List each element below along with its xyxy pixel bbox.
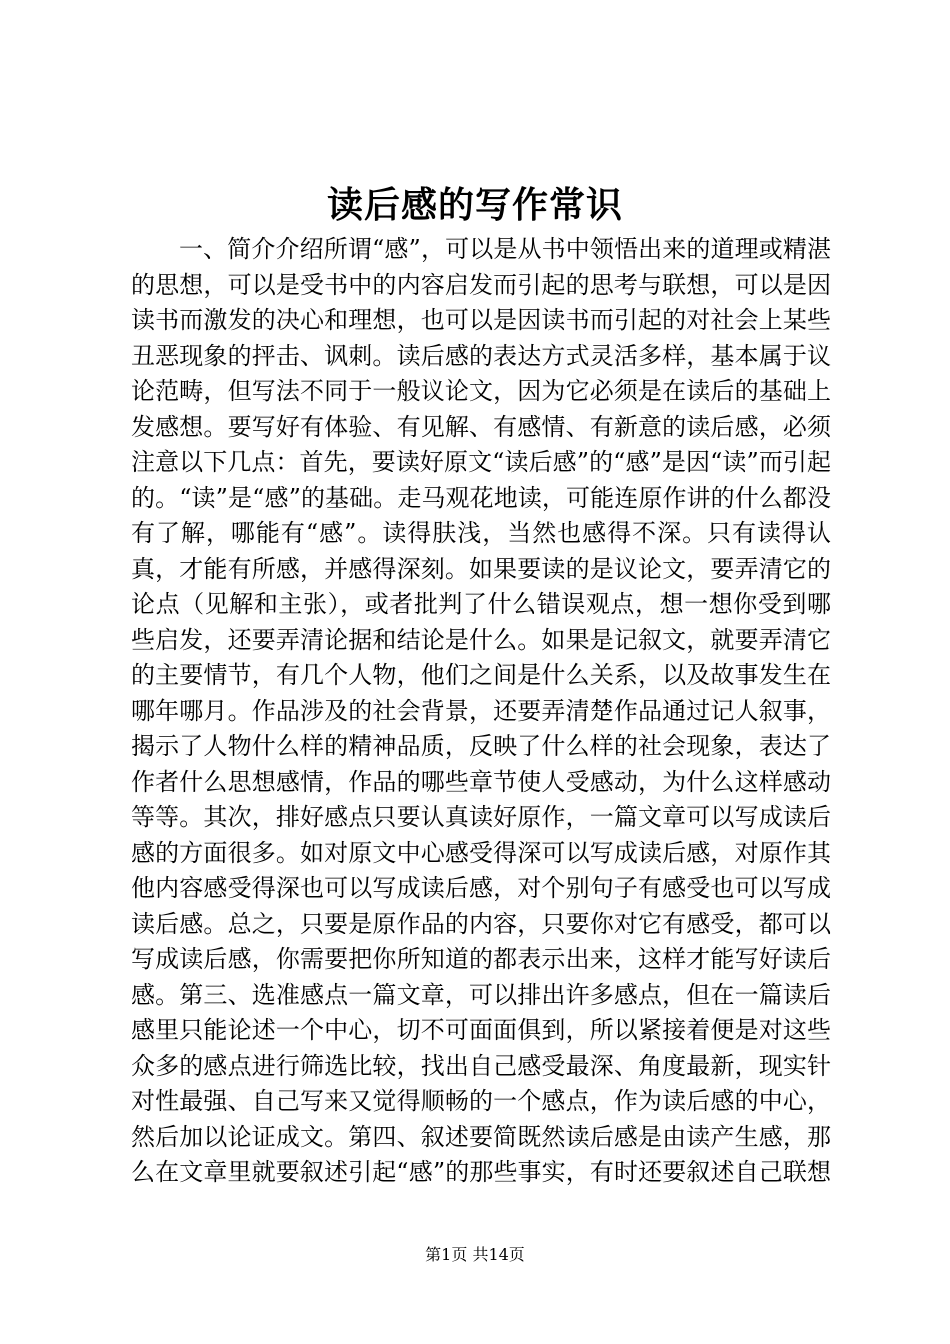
page-footer: 第1页 共14页 — [425, 1245, 525, 1264]
body-paragraph: 一、简介介绍所谓“感”，可以是从书中领悟出来的道理或精湛的思想，可以是受书中的内容启发而引起的思考与联想，可以是因读书而激发的决心和理想，也可以是因读书而引起的对社会上某些丑恶现象的抨击、讽刺。读后感的表达方式灵活多样，基本属于议论范畴，但写法不同于一般议论文，因为它必须是在读后的基础上发感想。要写好有体验、有见解、有感情、有新意的读后感，必须注意以下几点：首先，要读好原文“读后感”的“感”是因“读”而引起的。“读”是“感”的基础。走马观花地读，可能连原作讲的什么都没有了解，哪能有“感”。读得肤浅，当然也感得不深。只有读得认真，才能有所感，并感得深刻。如果要读的是议论文，要弄清它的论点（见解和主张），或者批判了什么错误观点，想一想你受到哪些启发，还要弄清论据和结论是什么。如果是记叙文，就要弄清它的主要情节，有几个人物，他们之间是什么关系，以及故事发生在哪年哪月。作品涉及的社会背景，还要弄清楚作品通过记人叙事，揭示了人物什么样的精神品质，反映了什么样的社会现象，表达了作者什么思想感情，作品的哪些章节使人受感动，为什么这样感动等等。其次，排好感点只要认真读好原作，一篇文章可以写成读后感的方面很多。如对原文中心感受得深可以写成读后感，对原作其他内容感受得深也可以写成读后感，对个别句子有感受也可以写成读后感。总之，只要是原作品的内容，只要你对它有感受，都可以写成读后感，你需要把你所知道的都表示出来，这样才能写好读后感。第三、选准感点一篇文章，可以排出许多感点，但在一篇读后感里只能论述一个中心，切不可面面俱到，所以紧接着便是对这些众多的感点进行筛选比较，找出自己感受最深、角度最新，现实针对性最强、自己写来又觉得顺畅的一个感点，作为读后感的中心，然后加以论证成文。第四、叙述要简既然读后感是由读产生感，那么在文章里就要叙述引起“感”的那些事实，有时还要叙述自己联想 — [131, 235, 831, 1186]
document-title: 读后感的写作常识 — [326, 184, 623, 226]
